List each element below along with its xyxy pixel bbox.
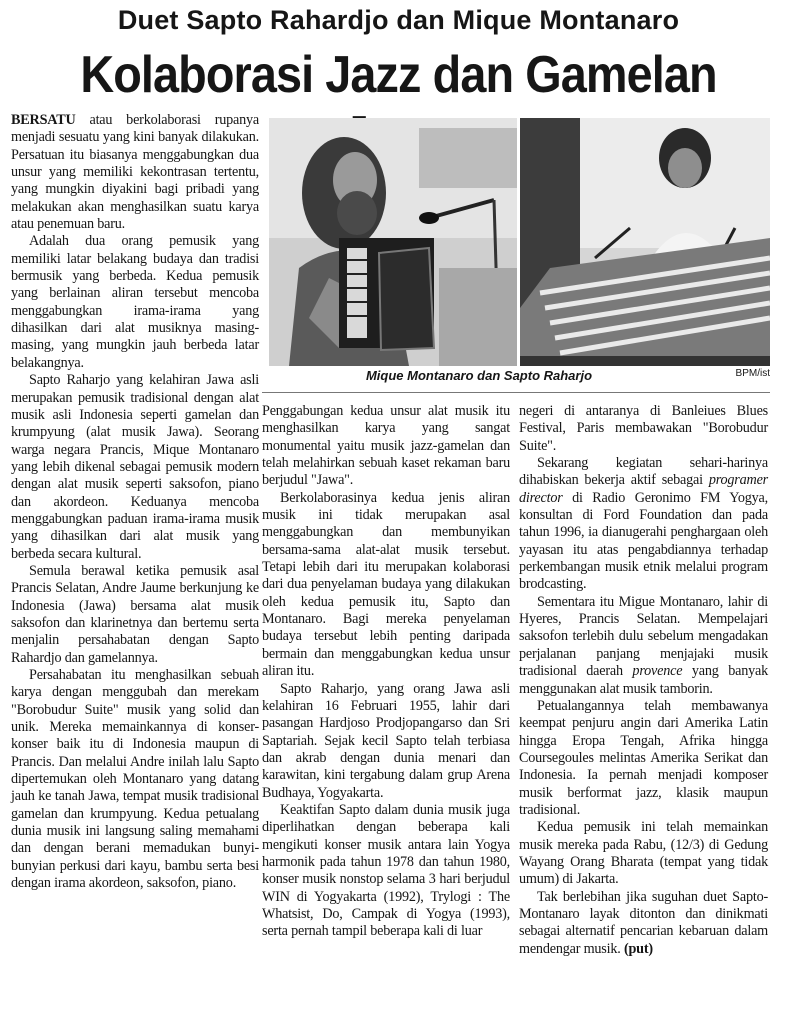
- italic-term: provence: [632, 663, 683, 680]
- paragraph: Sekarang kegiatan sehari-harinya dihabiskan bekerja aktif sebagai programer director di Radio Geronimo FM Yogya, konsultan di Ford Foundation dan pada tahun 1996, ia dianugerahi penghargaan oleh yayasan itu atas pengabdiannya terhadap perkembangan musik etnik melalui program brodcasting.: [519, 455, 768, 593]
- paragraph: Tak berlebihan jika suguhan duet Sapto-Montanaro layak ditonton dan dinikmati sebagai alternatif pencarian kebaruan dalam mendengar musik. (put): [519, 888, 768, 957]
- italic-term: programer director: [519, 472, 768, 506]
- paragraph: Persahabatan itu menghasilkan sebuah karya dengan menggubah dan merekam "Borobudur Suite" musik yang solid dan unik. Mereka memainkannya di konser-konser baik itu di Indonesia maupun di Prancis. Dan melalui Andre inilah lalu Sapto dipertemukan oleh Montanaro yang datang jauh ke tanah Jawa, tempat musik tradisional gamelan dan krumpyung. Kedua petualang dunia musik ini langsung saling memahami dan dengan berani memadukan bunyi-bunyian perkusi dari kayu, bambu serta besi dengan irama akordeon, saksofon, piano.: [11, 667, 259, 892]
- article-column-2: [262, 403, 510, 941]
- paragraph: Adalah dua orang pemusik yang memiliki latar belakang budaya dan tradisi bermusik yang berbeda. Kedua pemusik yang berlainan aliran tersebut mencoba menggabungkan irama-irama yang dihasilkan dari alat musiknya masing-masing, yang mungkin jauh berbeda latar belakangnya.: [11, 233, 259, 371]
- article-headline: Kolaborasi Jazz dan Gamelan: [80, 46, 717, 104]
- paragraph: Penggabungan kedua unsur alat musik itu menghasilkan karya yang sangat monumental yaitu musik jazz-gamelan dan telah melahirkan sebuah kaset rekaman baru berjudul "Jawa".: [262, 403, 510, 489]
- paragraph: Petualangannya telah membawanya keempat penjuru angin dari Amerika Latin hingga Eropa Tengah, Afrika hingga Coursegoules melintas Amerika Serikat dan Indonesia. Ia pernah menjadi komposer musik berformat jazz, klasik maupun tradisional.: [519, 697, 768, 818]
- paragraph: Kedua pemusik ini telah memainkan musik mereka pada Rabu, (12/3) di Gedung Wayang Orang Bharata (tempat yang tidak umum) di Jakarta.: [519, 819, 768, 888]
- article-column-3: [519, 403, 768, 958]
- paragraph: Sementara itu Migue Montanaro, lahir di Hyeres, Prancis Selatan. Mempelajari saksofon terlebih dulu sebelum mengadakan perjalanan panjang menjajaki musik tradisional daerah provence yang banyak menggunakan alat musik tamborin.: [519, 593, 768, 697]
- author-signature: (put): [623, 940, 653, 957]
- article-column-1: [11, 112, 259, 892]
- paragraph: Semula berawal ketika pemusik asal Prancis Selatan, Andre Jaume berkunjung ke Indonesia (Jawa) bersama alat musik saksofon dan klarinetnya dan bertemu serta menjalin persahabatan dengan Sapto Rahardjo dan gamelannya.: [11, 562, 259, 666]
- photo-credit: BPM/ist: [735, 368, 770, 379]
- paragraph: Sapto Raharjo yang kelahiran Jawa asli merupakan pemusik tradisional dengan alat musik asli Indonesia seperti gamelan dan krumpyung (alat musik Jawa). Seorang warga negara Prancis, Mique Montanaro yang lebih dikenal sebagai pemusik modern dengan alat musik seperti saksofon, piano dan akordeon. Keduanya mencoba menggabungkan paduan irama-irama musik yang dihasilkan dari alat musik yang berbeda secara kultural.: [11, 372, 259, 562]
- paragraph: Keaktifan Sapto dalam dunia musik juga diperlihatkan dengan beberapa kali mengikuti konser musik antara lain Yogya harmonik pada tahun 1978 dan tahun 1980, konser musik nonstop selama 3 hari berjudul WIN di Yogyakarta (1992), Trylogi : The Whatsist, Do, Campak di Yogya (1993), serta pernah tampil beberapa kali di luar: [262, 801, 510, 940]
- photo-montanaro-accordion: [269, 118, 517, 366]
- photo-caption: Mique Montanaro dan Sapto Raharjo: [365, 368, 593, 383]
- paragraph: BERSATU atau berkolaborasi rupanya menjadi sesuatu yang kini banyak dilakukan. Persatuan itu biasanya menggabungkan dua unsur yang memiliki kekontrasan tertentu, yang mungkin diyakini bagi pribadi yang melakukan akan menghasilkan suatu karya atau penemuan baru.: [11, 112, 259, 233]
- article-kicker: Duet Sapto Rahardjo dan Mique Montanaro: [117, 5, 680, 35]
- paragraph: Sapto Raharjo, yang orang Jawa asli kelahiran 16 Februari 1955, lahir dari pasangan Hardjoso Prodjopangarso dan Sri Saptariah. Sejak kecil Sapto telah terbiasa dan akrab dengan dunia menari dan karawitan, kini tergabung dalam grup Arena Budhaya, Yogyakarta.: [262, 680, 510, 801]
- lead-word: BERSATU: [11, 112, 76, 128]
- caption-divider: [262, 392, 770, 393]
- paragraph: Berkolaborasinya kedua jenis aliran musik ini tidak merupakan asal menggabungkan dan membunyikan bersama-sama alat-alat musik tersebut. Tetapi lebih dari itu merupakan kolaborasi dari dua penyelaman budaya yang dilakukan oleh kedua pemusik itu, Sapto dan Montanaro. Bagi mereka penyelaman budaya tersebut lebih penting daripada bermain dan menggabungkan kedua unsur aliran itu.: [262, 489, 510, 680]
- paragraph: negeri di antaranya di Banleiues Blues Festival, Paris membawakan "Borobudur Suite".: [519, 403, 768, 454]
- photo-sapto-gamelan: [520, 118, 770, 366]
